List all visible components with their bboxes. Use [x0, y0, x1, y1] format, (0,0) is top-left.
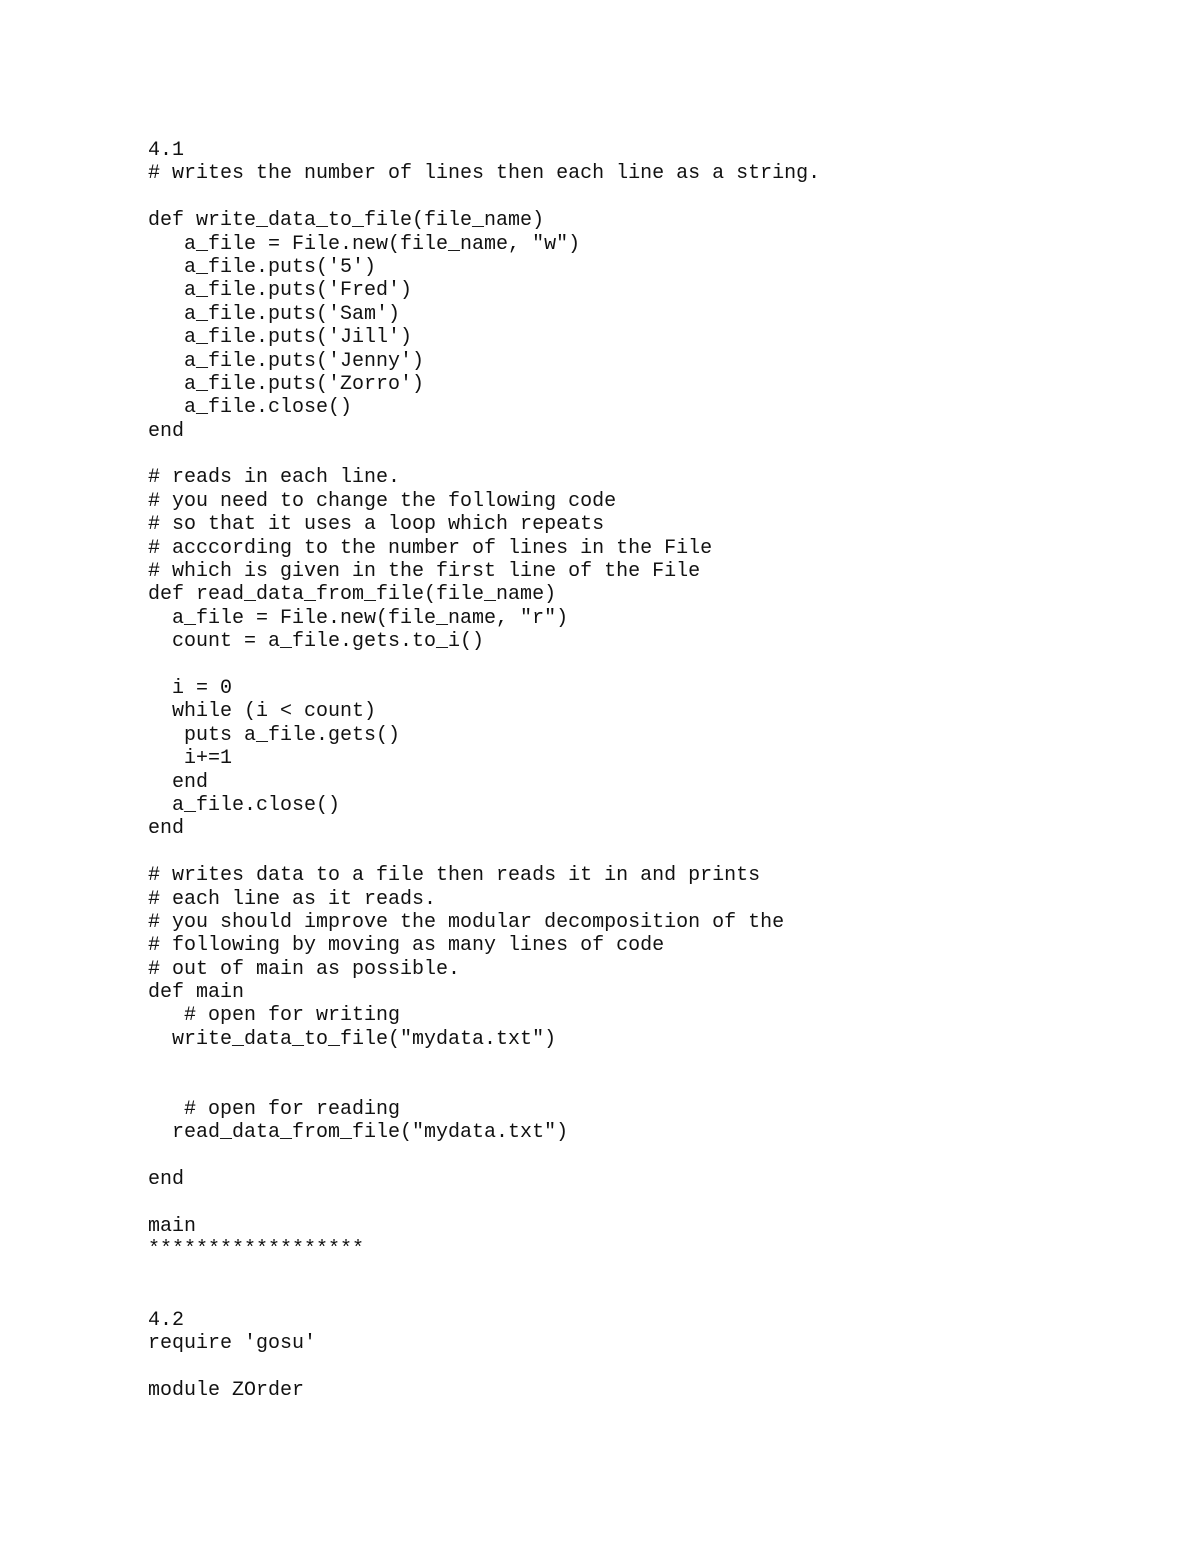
code-line: end — [148, 419, 185, 443]
code-line — [148, 841, 1148, 864]
code-line: # each line as it reads. — [148, 887, 437, 911]
code-line: # open for writing — [148, 1004, 401, 1028]
code-line: def read_data_from_file(file_name) — [148, 583, 557, 607]
code-line: a_file.puts('5') — [148, 255, 377, 279]
code-line — [148, 1075, 1148, 1098]
code-line: # writes data to a file then reads it in and prints — [148, 864, 761, 888]
code-line: a_file.puts('Fred') — [148, 279, 413, 303]
code-line — [148, 1262, 1148, 1285]
code-line — [148, 1355, 1148, 1378]
code-line: def write_data_to_file(file_name) — [148, 209, 545, 233]
code-listing — [148, 139, 1148, 1402]
code-line — [148, 443, 1148, 466]
code-line: # acccording to the number of lines in the File — [148, 536, 713, 560]
code-line: require 'gosu' — [148, 1331, 317, 1355]
code-line: i+=1 — [148, 747, 233, 771]
code-line — [148, 1051, 1148, 1074]
code-line: a_file = File.new(file_name, "w") — [148, 232, 581, 256]
code-line: end — [148, 817, 185, 841]
code-line: a_file.close() — [148, 396, 353, 420]
code-line: # so that it uses a loop which repeats — [148, 513, 605, 537]
code-line: # following by moving as many lines of code — [148, 934, 665, 958]
code-line: # writes the number of lines then each line as a string. — [148, 162, 821, 186]
code-line: # you should improve the modular decomposition of the — [148, 910, 785, 934]
code-line: a_file.puts('Jenny') — [148, 349, 425, 373]
code-line: write_data_to_file("mydata.txt") — [148, 1027, 557, 1051]
code-line: a_file.puts('Zorro') — [148, 372, 425, 396]
code-line: module ZOrder — [148, 1378, 305, 1402]
code-line: ****************** — [148, 1238, 365, 1262]
code-line: # out of main as possible. — [148, 957, 461, 981]
code-line — [148, 1145, 1148, 1168]
code-line — [148, 186, 1148, 209]
code-line: a_file.puts('Sam') — [148, 302, 401, 326]
code-line: 4.2 — [148, 1308, 185, 1332]
code-line: main — [148, 1214, 197, 1238]
code-line: end — [148, 770, 209, 794]
code-line: a_file.puts('Jill') — [148, 326, 413, 350]
code-line: puts a_file.gets() — [148, 723, 401, 747]
code-line — [148, 1192, 1148, 1215]
code-line: end — [148, 1168, 185, 1192]
code-line: # which is given in the first line of the File — [148, 560, 701, 584]
code-line — [148, 654, 1148, 677]
code-line: # reads in each line. — [148, 466, 401, 490]
code-line: def main — [148, 981, 245, 1005]
code-line — [148, 1285, 1148, 1308]
code-line: count = a_file.gets.to_i() — [148, 630, 485, 654]
code-line: # open for reading — [148, 1098, 401, 1122]
code-line: a_file.close() — [148, 793, 341, 817]
code-line: # you need to change the following code — [148, 489, 617, 513]
code-line: a_file = File.new(file_name, "r") — [148, 606, 569, 630]
code-line: 4.1 — [148, 139, 185, 162]
code-line: while (i < count) — [148, 700, 377, 724]
code-line: i = 0 — [148, 676, 233, 700]
code-line: read_data_from_file("mydata.txt") — [148, 1121, 569, 1145]
